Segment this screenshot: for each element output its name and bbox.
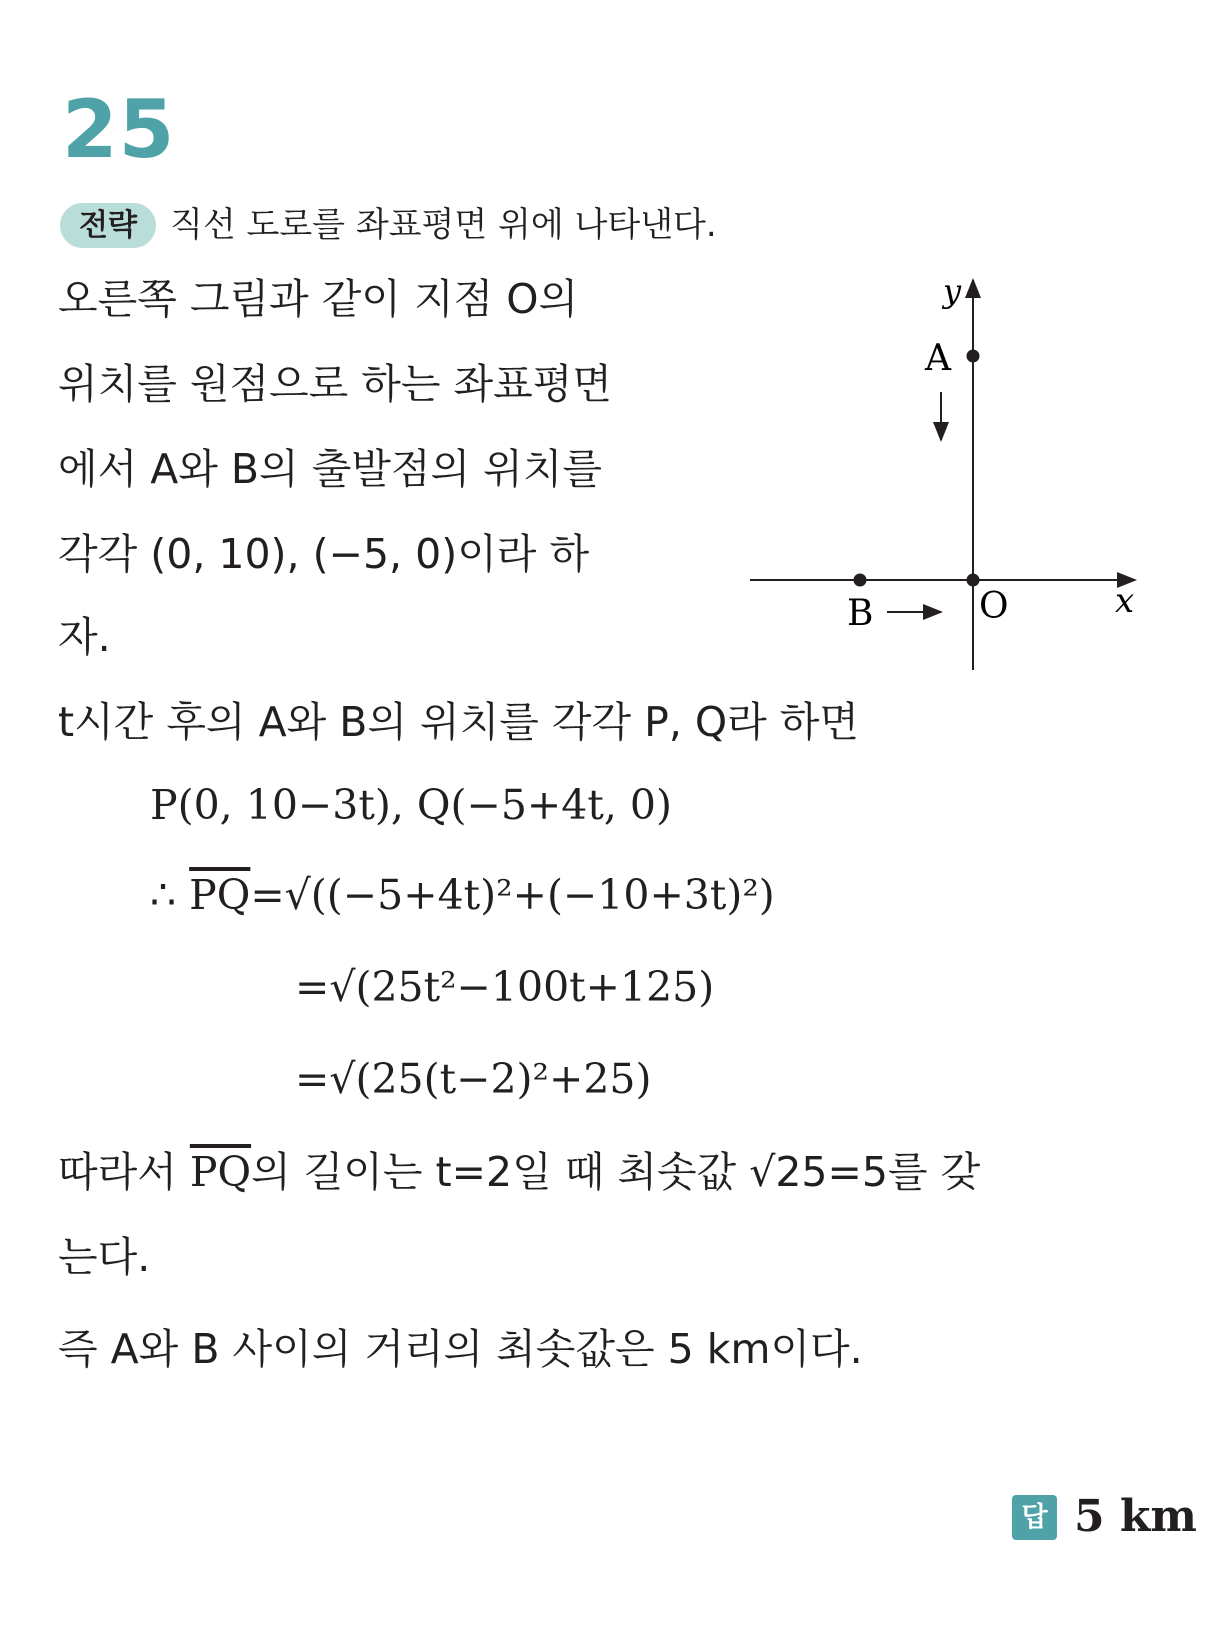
problem-number: 25 [62, 83, 176, 176]
x-axis-label: x [1115, 581, 1135, 621]
equation-pq-rhs: =√((−5+4t)²+(−10+3t)²) [250, 871, 775, 919]
strategy-badge: 전략 [60, 203, 156, 248]
answer-value: 5 km [1074, 1491, 1197, 1542]
coordinate-figure [745, 270, 1145, 680]
origin-point [967, 574, 980, 587]
conclusion-line-3: 즉 A와 B 사이의 거리의 최솟값은 5 km이다. [58, 1325, 863, 1373]
point-a-label: A [925, 338, 951, 379]
point-a [967, 350, 980, 363]
intro-line-1: 오른쪽 그림과 같이 지점 O의 [58, 275, 579, 323]
origin-label: O [979, 586, 1009, 627]
conclusion-text-b: 의 길이는 t=2일 때 최솟값 √25=5를 갖 [251, 1148, 981, 1196]
conclusion-text-a: 따라서 [58, 1148, 190, 1196]
conclusion-line-1 [58, 1145, 980, 1199]
therefore-symbol: ∴ [150, 871, 190, 919]
equation-completed-square: =√(25(t−2)²+25) [295, 1055, 652, 1103]
intro-line-2: 위치를 원점으로 하는 좌표평면 [58, 360, 612, 408]
intro-line-4: 각각 (0, 10), (−5, 0)이라 하 [58, 530, 590, 578]
answer-badge: 답 [1012, 1495, 1057, 1540]
intro-line-3: 에서 A와 B의 출발점의 위치를 [58, 445, 602, 493]
point-b-label: B [847, 593, 874, 634]
line-t-definition: t시간 후의 A와 B의 위치를 각각 P, Q라 하면 [58, 698, 860, 746]
point-b [854, 574, 867, 587]
equation-expanded: =√(25t²−100t+125) [295, 963, 715, 1011]
segment-pq-inline: $\overline{PQ}$ [189, 1148, 252, 1196]
segment-pq: $\overline{PQ}$ [189, 871, 251, 919]
equation-positions: P(0, 10−3t), Q(−5+4t, 0) [150, 781, 672, 829]
intro-line-5: 자. [58, 613, 111, 661]
y-axis-label: y [943, 272, 962, 310]
strategy-text: 직선 도로를 좌표평면 위에 나타낸다. [170, 205, 717, 245]
equation-pq-distance [150, 868, 775, 922]
conclusion-line-2: 는다. [58, 1233, 151, 1281]
